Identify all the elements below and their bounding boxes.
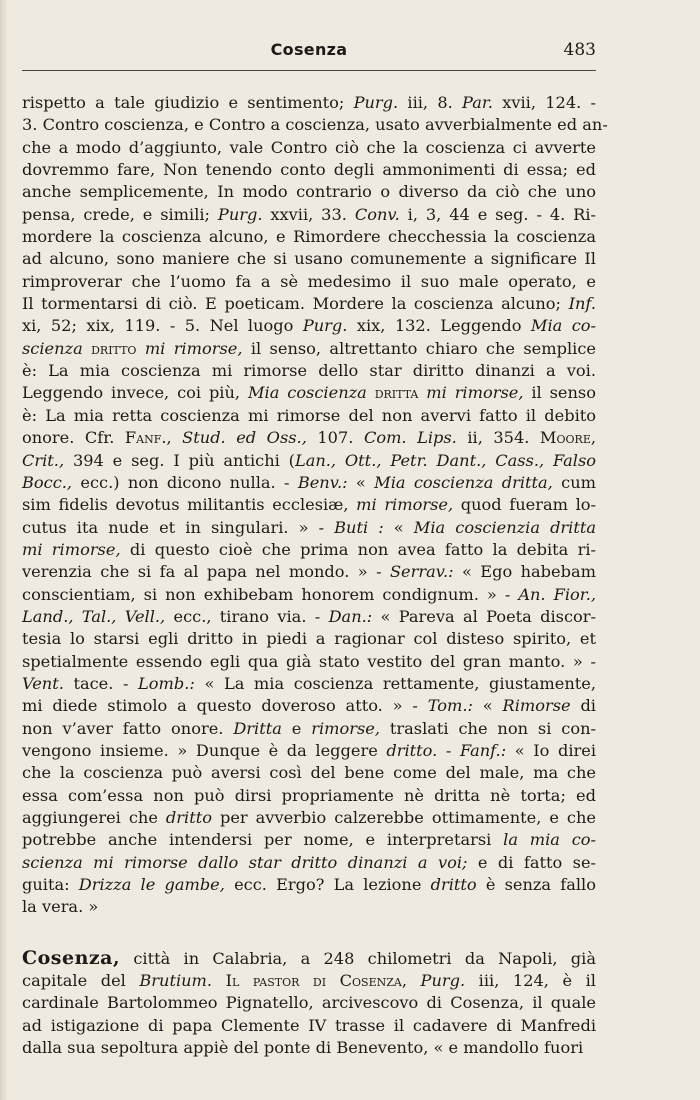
text-run: xxvii, 33. [262,204,355,224]
italic-run: An. Fior., [518,584,596,604]
text-line [22,427,596,449]
italic-run: Conv. [354,204,400,224]
text-run: dalla sua sepoltura appiè del ponte di Benevento, « e mandollo fuori [22,1038,584,1058]
text-line [22,1037,596,1059]
italic-run: Benv.: [297,472,348,492]
running-head: Cosenza [270,40,348,59]
text-run: è: La mia retta coscienza mi rimorse del non avervi fatto il debito [22,405,596,425]
text-run: traslati che non si con- [380,718,596,738]
text-run: 107. [306,428,364,448]
text-run [136,339,144,358]
text-line [22,718,596,740]
italic-run: Mia coscienza [247,383,367,403]
text-line [22,92,596,114]
text-run: iii, 124, è il [465,971,596,991]
text-run: , [166,428,183,448]
text-run: che la coscienza può aversi così del bene come del male, ma che [22,763,596,783]
text-run: « Io direi [506,740,597,760]
text-run: « Ego habebam [453,562,596,582]
text-run: , [590,428,597,448]
text-run: di questo cioè che prima non avea fatto la debita ri- [120,539,596,559]
italic-run: Inf. [568,294,596,314]
italic-run: Buti : [334,517,384,537]
italic-run: Purg. [217,204,263,224]
page-header [22,40,596,70]
text-run: non v’aver fatto onore. [22,718,234,738]
text-line [22,947,596,970]
text-run: conscientiam, si non exhibebam honorem condignum. » - [22,584,519,604]
text-line [22,293,596,315]
text-run: cardinale Bartolommeo Pignatello, arcivescovo di Cosenza, il quale [22,993,596,1013]
text-line [22,405,596,427]
page-edge-shadow [0,0,8,1100]
continuation-paragraph [22,92,608,919]
text-line [22,226,596,248]
text-line [22,382,596,404]
text-line [22,1015,596,1037]
italic-run: Mia co- [530,316,596,336]
italic-run: Mia coscienzia dritta [413,517,597,537]
text-run: e di fatto se- [467,852,596,872]
italic-run: scienza [22,338,83,358]
text-line [22,651,596,673]
small-caps-run: Moore [539,428,591,448]
italic-run: Stud. ed Oss., [182,428,307,448]
text-line [22,472,596,494]
text-line [22,874,596,896]
italic-run: mi rimorse, [144,338,243,358]
text-run: ecc., tirano via. - [165,606,329,626]
text-line [22,271,596,293]
text-line [22,695,596,717]
body-text [22,92,608,1059]
italic-run: mi rimorse, [22,539,121,559]
text-line [22,970,596,992]
text-run: « [383,517,414,537]
italic-run: Bocc., [22,472,73,492]
italic-run: Purg. [302,316,348,336]
text-run: xix, 132. Leggendo [347,316,531,336]
italic-run: mi rimorse, [356,495,454,515]
text-run: mordere la coscienza alcuno, e Rimordere checchessia la coscienza [22,227,596,247]
italic-run: Serrav.: [389,562,454,582]
italic-run: Dan.: [328,606,373,626]
italic-run: Lomb.: [138,673,195,693]
italic-run: Com. Lips. [363,428,457,448]
italic-run: scienza mi rimorse dallo star dritto dinanzi a voi; [22,852,468,872]
text-run: anche semplicemente, In modo contrario o diverso da ciò che uno [22,182,596,202]
text-run [212,971,226,990]
text-run: aggiungerei che [22,808,166,827]
small-caps-run: dritto [91,338,137,358]
italic-run: Vent. [22,673,64,693]
text-run: essa com’essa non può dirsi propriamente nè dritta nè torta; ed [22,785,596,805]
small-caps-run: Fanf. [124,428,167,448]
text-line [22,159,596,181]
header-rule [22,70,596,71]
entry-headword: Cosenza, [22,946,121,969]
text-line [22,852,596,874]
text-run: « La mia coscienza rettamente, giustamente, [194,673,596,693]
entry-paragraph-cosenza [22,947,596,1060]
text-run: cum [552,472,596,492]
text-run: ecc.) non dicono nulla. - [72,472,298,492]
italic-run: rimorse, [311,718,380,738]
text-run: cutus ita nude et in singulari. » - [22,517,335,537]
text-run: xvii, 124. - [492,93,596,112]
italic-run: Drizza le gambe, [78,875,225,895]
text-run: 3. Contro coscienza, e Contro a coscienza, usato avverbialmente ed an- [22,115,608,135]
text-run: è: La mia coscienza mi rimorse dello star diritto dinanzi a voi. [22,361,596,381]
text-run: , [401,971,421,991]
italic-run: Purg. [353,93,399,112]
text-run: tace. - [63,673,139,693]
text-run: dovremmo fare, Non tenendo conto degli ammonimenti di essa; ed [22,160,596,180]
text-run: onore. Cfr. [22,428,125,448]
italic-run: dritto. [386,740,438,760]
text-run: pensa, crede, e simili; [22,204,218,224]
text-run: verenzia che si fa al papa nel mondo. » - [22,562,390,582]
text-line [22,584,596,606]
italic-run: Tom.: [427,696,473,716]
italic-run: Land., Tal., Vell., [22,606,166,626]
italic-run: dritto [165,808,212,827]
text-line [22,561,596,583]
italic-run: Crit., [22,450,65,470]
italic-run: Rimorse [502,696,571,716]
text-run: ii, 354. [456,428,540,448]
text-run: è senza fallo [476,875,596,895]
text-run: potrebbe anche intendersi per nome, e interpretarsi [22,830,504,850]
text-line [22,807,596,829]
text-run: ad istigazione di papa Clemente IV trasse il cadavere di Manfredi [22,1015,596,1035]
text-run: e [281,718,312,738]
entry-gap [22,919,596,947]
small-caps-run: Il pastor di Cosenza [225,971,402,991]
text-line [22,785,596,807]
italic-run: Par. [462,93,493,112]
text-run: per avverbio calzerebbe ottimamente, e che [211,808,597,827]
text-run: città in Calabria, a 248 chilometri da Napoli, già [120,948,596,968]
text-run: i, 3, 44 e seg. - 4. Ri- [399,204,596,224]
text-run: xi, 52; xix, 119. - 5. Nel luogo [22,316,303,336]
italic-run: Lan., Ott., Petr. Dant., Cass., Falso [294,450,596,470]
text-run: sim fidelis devotus militantis ecclesiæ, [22,495,357,515]
text-run: rispetto a tale giudizio e sentimento; [22,93,354,112]
text-run: che a modo d’aggiunto, vale Contro ciò che la coscienza ci avverte [22,137,596,157]
italic-run: la mia co- [503,830,596,850]
text-line [22,606,596,628]
text-line [22,673,596,695]
text-run: di [570,696,596,716]
page-number: 483 [563,40,596,60]
text-run: tesia lo starsi egli dritto in piedi a ragionar col disteso spirito, et [22,629,596,649]
text-line [22,992,596,1014]
text-run: Il tormentarsi di ciò. E poeticam. Mordere la coscienza alcuno; [22,294,569,314]
text-line [22,315,596,337]
text-line [22,137,596,159]
text-run [83,339,91,358]
text-run: « Pareva al Poeta discor- [372,606,596,626]
text-line [22,114,608,136]
italic-run: Brutium. [139,971,213,991]
small-caps-run: dritta [374,383,419,403]
text-line [22,539,596,561]
text-line [22,494,596,516]
italic-run: Purg. [420,971,466,991]
text-line [22,360,596,382]
text-line [22,628,596,650]
text-line [22,204,596,226]
text-run: quod fueram lo- [453,495,596,515]
italic-run: Mia coscienza dritta, [374,472,553,492]
text-run: guita: [22,875,79,895]
text-line [22,248,596,270]
italic-run: Dritta [233,718,282,738]
text-run: vengono insieme. » Dunque è da leggere [22,740,387,760]
text-run: iii, 8. [398,93,463,112]
text-run: ad alcuno, sono maniere che si usano comunemente a significare Il [22,249,596,269]
text-run: il senso [523,383,596,403]
text-run: « [347,472,375,492]
italic-run: mi rimorse, [426,383,524,403]
text-line [22,517,596,539]
text-run: 394 e seg. I più antichi ( [64,450,295,470]
text-line [22,740,596,762]
text-run: Leggendo invece, coi più, [22,383,248,403]
italic-run: dritto [430,875,477,895]
text-run: ecc. Ergo? La lezione [224,875,431,895]
text-run: mi diede stimolo a questo doveroso atto. » - [22,696,428,716]
text-line [22,896,596,918]
text-run: il senso, altrettanto chiaro che semplice [242,338,596,358]
text-run: la vera. » [22,897,99,917]
text-run: rimproverar che l’uomo fa a sè medesimo il suo male operato, e [22,271,596,291]
text-run: - [437,740,460,760]
text-line [22,762,596,784]
text-line [22,829,596,851]
text-run: spetialmente essendo egli qua già stato vestito del gran manto. » - [22,651,596,671]
text-run: capitale del [22,971,140,991]
text-run [367,383,375,402]
text-line [22,338,596,360]
text-run: « [472,696,503,716]
text-line [22,181,596,203]
text-line [22,450,596,472]
italic-run: Fanf.: [459,740,507,760]
